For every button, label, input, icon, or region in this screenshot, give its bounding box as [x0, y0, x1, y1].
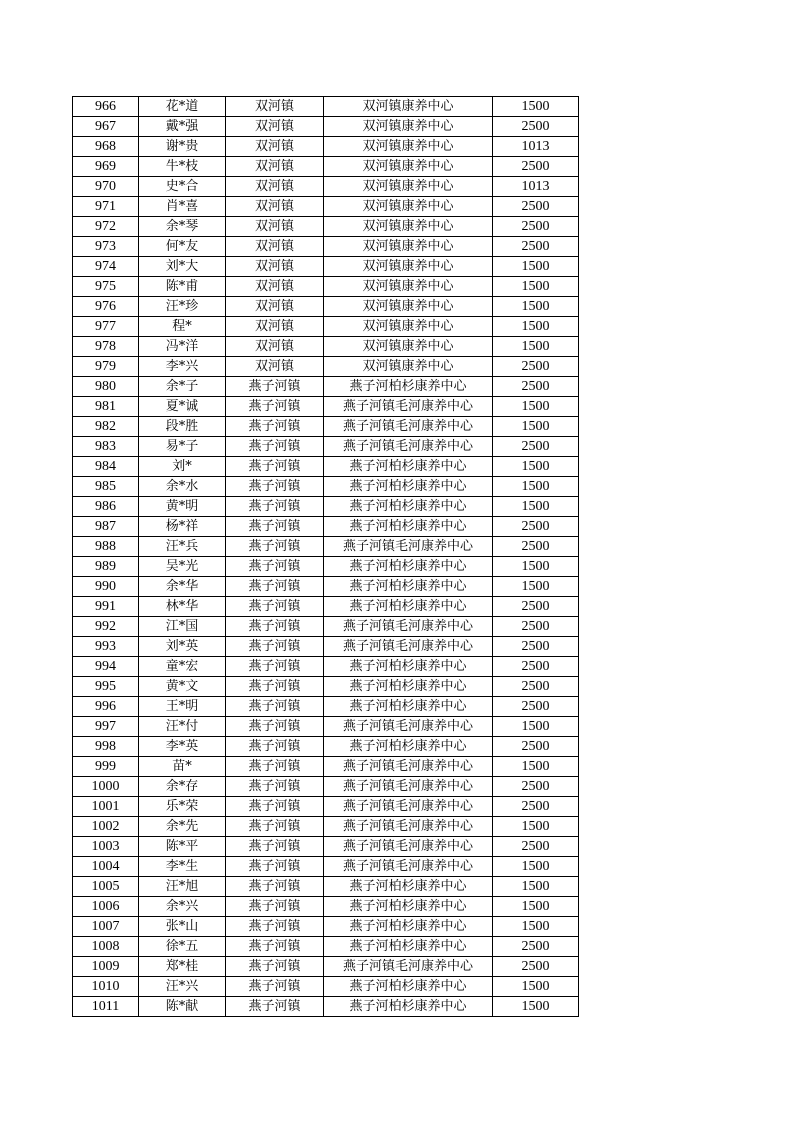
cell-amount: 1500 [493, 97, 579, 117]
cell-town: 燕子河镇 [226, 817, 324, 837]
cell-amount: 1500 [493, 337, 579, 357]
cell-amount: 1500 [493, 497, 579, 517]
cell-facility: 双河镇康养中心 [324, 257, 493, 277]
table-row [73, 917, 579, 937]
table-row [73, 757, 579, 777]
table-row [73, 617, 579, 637]
cell-town: 双河镇 [226, 217, 324, 237]
cell-index: 988 [73, 537, 139, 557]
table-row [73, 397, 579, 417]
cell-town: 燕子河镇 [226, 917, 324, 937]
cell-town: 双河镇 [226, 177, 324, 197]
cell-name: 陈*献 [139, 997, 226, 1017]
cell-town: 燕子河镇 [226, 537, 324, 557]
cell-facility: 燕子河柏杉康养中心 [324, 477, 493, 497]
cell-facility: 燕子河柏杉康养中心 [324, 697, 493, 717]
cell-town: 双河镇 [226, 117, 324, 137]
cell-amount: 1500 [493, 997, 579, 1017]
table-row [73, 517, 579, 537]
records-table-body [73, 97, 579, 1017]
cell-amount: 2500 [493, 537, 579, 557]
cell-town: 双河镇 [226, 157, 324, 177]
cell-town: 双河镇 [226, 257, 324, 277]
cell-name: 汪*珍 [139, 297, 226, 317]
cell-index: 1011 [73, 997, 139, 1017]
cell-index: 1006 [73, 897, 139, 917]
cell-index: 1001 [73, 797, 139, 817]
cell-name: 程* [139, 317, 226, 337]
cell-index: 1008 [73, 937, 139, 957]
cell-town: 双河镇 [226, 97, 324, 117]
cell-town: 双河镇 [226, 337, 324, 357]
cell-town: 燕子河镇 [226, 977, 324, 997]
cell-amount: 1500 [493, 477, 579, 497]
table-row [73, 797, 579, 817]
cell-facility: 燕子河柏杉康养中心 [324, 557, 493, 577]
cell-facility: 双河镇康养中心 [324, 217, 493, 237]
cell-amount: 2500 [493, 957, 579, 977]
cell-town: 燕子河镇 [226, 937, 324, 957]
cell-name: 余*先 [139, 817, 226, 837]
cell-index: 978 [73, 337, 139, 357]
cell-name: 陈*平 [139, 837, 226, 857]
cell-name: 谢*贵 [139, 137, 226, 157]
cell-facility: 双河镇康养中心 [324, 137, 493, 157]
cell-facility: 燕子河柏杉康养中心 [324, 977, 493, 997]
cell-index: 995 [73, 677, 139, 697]
cell-name: 林*华 [139, 597, 226, 617]
table-row [73, 457, 579, 477]
cell-town: 燕子河镇 [226, 777, 324, 797]
table-row [73, 817, 579, 837]
cell-facility: 燕子河镇毛河康养中心 [324, 817, 493, 837]
cell-facility: 燕子河镇毛河康养中心 [324, 757, 493, 777]
cell-name: 余*存 [139, 777, 226, 797]
table-row [73, 177, 579, 197]
cell-index: 966 [73, 97, 139, 117]
cell-amount: 2500 [493, 157, 579, 177]
table-row [73, 357, 579, 377]
cell-amount: 1500 [493, 857, 579, 877]
cell-amount: 2500 [493, 797, 579, 817]
cell-name: 苗* [139, 757, 226, 777]
cell-amount: 1500 [493, 257, 579, 277]
cell-town: 燕子河镇 [226, 637, 324, 657]
table-row [73, 477, 579, 497]
cell-name: 李*生 [139, 857, 226, 877]
cell-name: 余*子 [139, 377, 226, 397]
cell-facility: 燕子河柏杉康养中心 [324, 497, 493, 517]
cell-town: 燕子河镇 [226, 437, 324, 457]
cell-amount: 1500 [493, 317, 579, 337]
table-row [73, 117, 579, 137]
cell-facility: 燕子河柏杉康养中心 [324, 897, 493, 917]
cell-facility: 燕子河镇毛河康养中心 [324, 777, 493, 797]
cell-index: 989 [73, 557, 139, 577]
cell-amount: 2500 [493, 777, 579, 797]
cell-name: 刘*大 [139, 257, 226, 277]
table-row [73, 157, 579, 177]
table-row [73, 597, 579, 617]
cell-index: 991 [73, 597, 139, 617]
cell-town: 燕子河镇 [226, 697, 324, 717]
cell-facility: 燕子河柏杉康养中心 [324, 937, 493, 957]
table-row [73, 577, 579, 597]
cell-name: 刘* [139, 457, 226, 477]
cell-name: 汪*付 [139, 717, 226, 737]
table-row [73, 217, 579, 237]
cell-town: 燕子河镇 [226, 837, 324, 857]
table-row [73, 237, 579, 257]
cell-amount: 1500 [493, 917, 579, 937]
cell-amount: 1013 [493, 177, 579, 197]
cell-town: 燕子河镇 [226, 477, 324, 497]
cell-facility: 燕子河柏杉康养中心 [324, 677, 493, 697]
cell-name: 徐*五 [139, 937, 226, 957]
cell-name: 何*友 [139, 237, 226, 257]
cell-town: 双河镇 [226, 197, 324, 217]
cell-facility: 双河镇康养中心 [324, 117, 493, 137]
cell-name: 汪*兴 [139, 977, 226, 997]
cell-town: 双河镇 [226, 277, 324, 297]
cell-name: 戴*强 [139, 117, 226, 137]
cell-facility: 燕子河镇毛河康养中心 [324, 397, 493, 417]
cell-amount: 1500 [493, 277, 579, 297]
cell-index: 984 [73, 457, 139, 477]
table-row [73, 857, 579, 877]
table-row [73, 137, 579, 157]
cell-index: 1002 [73, 817, 139, 837]
cell-name: 王*明 [139, 697, 226, 717]
cell-amount: 1500 [493, 557, 579, 577]
cell-amount: 1500 [493, 397, 579, 417]
table-row [73, 257, 579, 277]
cell-amount: 1500 [493, 577, 579, 597]
cell-town: 燕子河镇 [226, 517, 324, 537]
cell-amount: 2500 [493, 597, 579, 617]
cell-name: 汪*兵 [139, 537, 226, 557]
cell-facility: 双河镇康养中心 [324, 297, 493, 317]
cell-town: 燕子河镇 [226, 897, 324, 917]
cell-amount: 2500 [493, 637, 579, 657]
cell-index: 971 [73, 197, 139, 217]
cell-name: 陈*甫 [139, 277, 226, 297]
cell-facility: 双河镇康养中心 [324, 97, 493, 117]
cell-index: 993 [73, 637, 139, 657]
cell-index: 986 [73, 497, 139, 517]
cell-town: 燕子河镇 [226, 737, 324, 757]
cell-town: 燕子河镇 [226, 597, 324, 617]
cell-town: 燕子河镇 [226, 657, 324, 677]
cell-facility: 燕子河柏杉康养中心 [324, 877, 493, 897]
cell-facility: 双河镇康养中心 [324, 357, 493, 377]
table-row [73, 777, 579, 797]
cell-facility: 燕子河镇毛河康养中心 [324, 417, 493, 437]
cell-facility: 双河镇康养中心 [324, 197, 493, 217]
cell-facility: 燕子河柏杉康养中心 [324, 737, 493, 757]
cell-amount: 2500 [493, 377, 579, 397]
table-row [73, 717, 579, 737]
cell-facility: 燕子河镇毛河康养中心 [324, 437, 493, 457]
cell-amount: 1500 [493, 817, 579, 837]
table-row [73, 697, 579, 717]
table-row [73, 837, 579, 857]
cell-name: 吴*光 [139, 557, 226, 577]
cell-index: 968 [73, 137, 139, 157]
cell-index: 992 [73, 617, 139, 637]
cell-name: 牛*枝 [139, 157, 226, 177]
cell-name: 杨*祥 [139, 517, 226, 537]
cell-index: 970 [73, 177, 139, 197]
cell-amount: 1500 [493, 877, 579, 897]
cell-index: 1000 [73, 777, 139, 797]
cell-amount: 1500 [493, 897, 579, 917]
cell-town: 燕子河镇 [226, 617, 324, 637]
table-row [73, 537, 579, 557]
cell-town: 燕子河镇 [226, 757, 324, 777]
cell-facility: 燕子河镇毛河康养中心 [324, 537, 493, 557]
table-row [73, 957, 579, 977]
cell-name: 段*胜 [139, 417, 226, 437]
table-row [73, 437, 579, 457]
cell-index: 997 [73, 717, 139, 737]
table-row [73, 97, 579, 117]
cell-index: 979 [73, 357, 139, 377]
cell-town: 双河镇 [226, 317, 324, 337]
cell-name: 余*琴 [139, 217, 226, 237]
cell-index: 982 [73, 417, 139, 437]
cell-name: 乐*荣 [139, 797, 226, 817]
cell-name: 汪*旭 [139, 877, 226, 897]
cell-facility: 双河镇康养中心 [324, 157, 493, 177]
cell-facility: 双河镇康养中心 [324, 277, 493, 297]
cell-town: 燕子河镇 [226, 997, 324, 1017]
cell-town: 燕子河镇 [226, 877, 324, 897]
cell-amount: 2500 [493, 437, 579, 457]
cell-index: 969 [73, 157, 139, 177]
cell-facility: 双河镇康养中心 [324, 317, 493, 337]
cell-town: 双河镇 [226, 237, 324, 257]
cell-facility: 燕子河柏杉康养中心 [324, 657, 493, 677]
cell-name: 刘*英 [139, 637, 226, 657]
cell-index: 967 [73, 117, 139, 137]
cell-amount: 2500 [493, 517, 579, 537]
cell-index: 994 [73, 657, 139, 677]
cell-facility: 双河镇康养中心 [324, 237, 493, 257]
table-row [73, 377, 579, 397]
cell-facility: 燕子河柏杉康养中心 [324, 597, 493, 617]
cell-town: 燕子河镇 [226, 717, 324, 737]
cell-amount: 2500 [493, 357, 579, 377]
cell-amount: 1500 [493, 297, 579, 317]
cell-index: 980 [73, 377, 139, 397]
cell-facility: 燕子河柏杉康养中心 [324, 377, 493, 397]
table-row [73, 557, 579, 577]
cell-name: 张*山 [139, 917, 226, 937]
cell-name: 江*国 [139, 617, 226, 637]
cell-name: 李*兴 [139, 357, 226, 377]
cell-amount: 2500 [493, 837, 579, 857]
cell-index: 1005 [73, 877, 139, 897]
cell-name: 余*兴 [139, 897, 226, 917]
cell-index: 1009 [73, 957, 139, 977]
cell-facility: 燕子河柏杉康养中心 [324, 517, 493, 537]
cell-index: 973 [73, 237, 139, 257]
cell-index: 981 [73, 397, 139, 417]
cell-amount: 1500 [493, 757, 579, 777]
cell-town: 燕子河镇 [226, 377, 324, 397]
cell-amount: 1500 [493, 457, 579, 477]
cell-facility: 双河镇康养中心 [324, 337, 493, 357]
cell-index: 977 [73, 317, 139, 337]
cell-index: 996 [73, 697, 139, 717]
cell-name: 易*子 [139, 437, 226, 457]
cell-town: 燕子河镇 [226, 557, 324, 577]
cell-facility: 双河镇康养中心 [324, 177, 493, 197]
cell-name: 冯*洋 [139, 337, 226, 357]
cell-index: 990 [73, 577, 139, 597]
cell-facility: 燕子河柏杉康养中心 [324, 917, 493, 937]
cell-amount: 2500 [493, 677, 579, 697]
table-row [73, 937, 579, 957]
cell-facility: 燕子河柏杉康养中心 [324, 457, 493, 477]
cell-index: 1004 [73, 857, 139, 877]
cell-town: 燕子河镇 [226, 857, 324, 877]
table-row [73, 677, 579, 697]
table-row [73, 897, 579, 917]
cell-amount: 2500 [493, 657, 579, 677]
cell-index: 987 [73, 517, 139, 537]
cell-index: 985 [73, 477, 139, 497]
cell-name: 余*水 [139, 477, 226, 497]
table-row [73, 297, 579, 317]
cell-town: 双河镇 [226, 297, 324, 317]
cell-town: 燕子河镇 [226, 577, 324, 597]
cell-name: 肖*喜 [139, 197, 226, 217]
cell-amount: 2500 [493, 937, 579, 957]
cell-index: 1007 [73, 917, 139, 937]
table-row [73, 337, 579, 357]
cell-facility: 燕子河镇毛河康养中心 [324, 617, 493, 637]
cell-amount: 2500 [493, 237, 579, 257]
cell-facility: 燕子河柏杉康养中心 [324, 577, 493, 597]
table-row [73, 417, 579, 437]
cell-name: 郑*桂 [139, 957, 226, 977]
cell-index: 974 [73, 257, 139, 277]
cell-index: 1003 [73, 837, 139, 857]
cell-town: 燕子河镇 [226, 797, 324, 817]
cell-amount: 2500 [493, 617, 579, 637]
cell-index: 999 [73, 757, 139, 777]
cell-amount: 1500 [493, 717, 579, 737]
cell-index: 998 [73, 737, 139, 757]
cell-facility: 燕子河镇毛河康养中心 [324, 957, 493, 977]
table-row [73, 277, 579, 297]
table-row [73, 657, 579, 677]
cell-amount: 2500 [493, 117, 579, 137]
cell-name: 童*宏 [139, 657, 226, 677]
table-row [73, 977, 579, 997]
cell-name: 黄*文 [139, 677, 226, 697]
table-row [73, 997, 579, 1017]
cell-name: 史*合 [139, 177, 226, 197]
cell-amount: 2500 [493, 697, 579, 717]
cell-name: 李*英 [139, 737, 226, 757]
cell-town: 燕子河镇 [226, 457, 324, 477]
cell-index: 975 [73, 277, 139, 297]
cell-amount: 1500 [493, 977, 579, 997]
cell-index: 976 [73, 297, 139, 317]
cell-index: 972 [73, 217, 139, 237]
cell-name: 花*道 [139, 97, 226, 117]
table-row [73, 317, 579, 337]
cell-index: 983 [73, 437, 139, 457]
cell-name: 余*华 [139, 577, 226, 597]
table-row [73, 737, 579, 757]
cell-facility: 燕子河镇毛河康养中心 [324, 837, 493, 857]
cell-facility: 燕子河镇毛河康养中心 [324, 717, 493, 737]
cell-town: 燕子河镇 [226, 397, 324, 417]
cell-town: 燕子河镇 [226, 417, 324, 437]
table-row [73, 197, 579, 217]
cell-amount: 1013 [493, 137, 579, 157]
cell-amount: 2500 [493, 197, 579, 217]
records-table [72, 96, 579, 1017]
cell-name: 黄*明 [139, 497, 226, 517]
table-row [73, 497, 579, 517]
table-row [73, 877, 579, 897]
cell-name: 夏*诚 [139, 397, 226, 417]
cell-amount: 1500 [493, 417, 579, 437]
cell-facility: 燕子河柏杉康养中心 [324, 997, 493, 1017]
cell-town: 燕子河镇 [226, 957, 324, 977]
cell-facility: 燕子河镇毛河康养中心 [324, 637, 493, 657]
cell-town: 燕子河镇 [226, 677, 324, 697]
cell-amount: 2500 [493, 737, 579, 757]
cell-index: 1010 [73, 977, 139, 997]
cell-amount: 2500 [493, 217, 579, 237]
cell-town: 双河镇 [226, 137, 324, 157]
table-row [73, 637, 579, 657]
cell-town: 双河镇 [226, 357, 324, 377]
cell-town: 燕子河镇 [226, 497, 324, 517]
cell-facility: 燕子河镇毛河康养中心 [324, 797, 493, 817]
cell-facility: 燕子河镇毛河康养中心 [324, 857, 493, 877]
